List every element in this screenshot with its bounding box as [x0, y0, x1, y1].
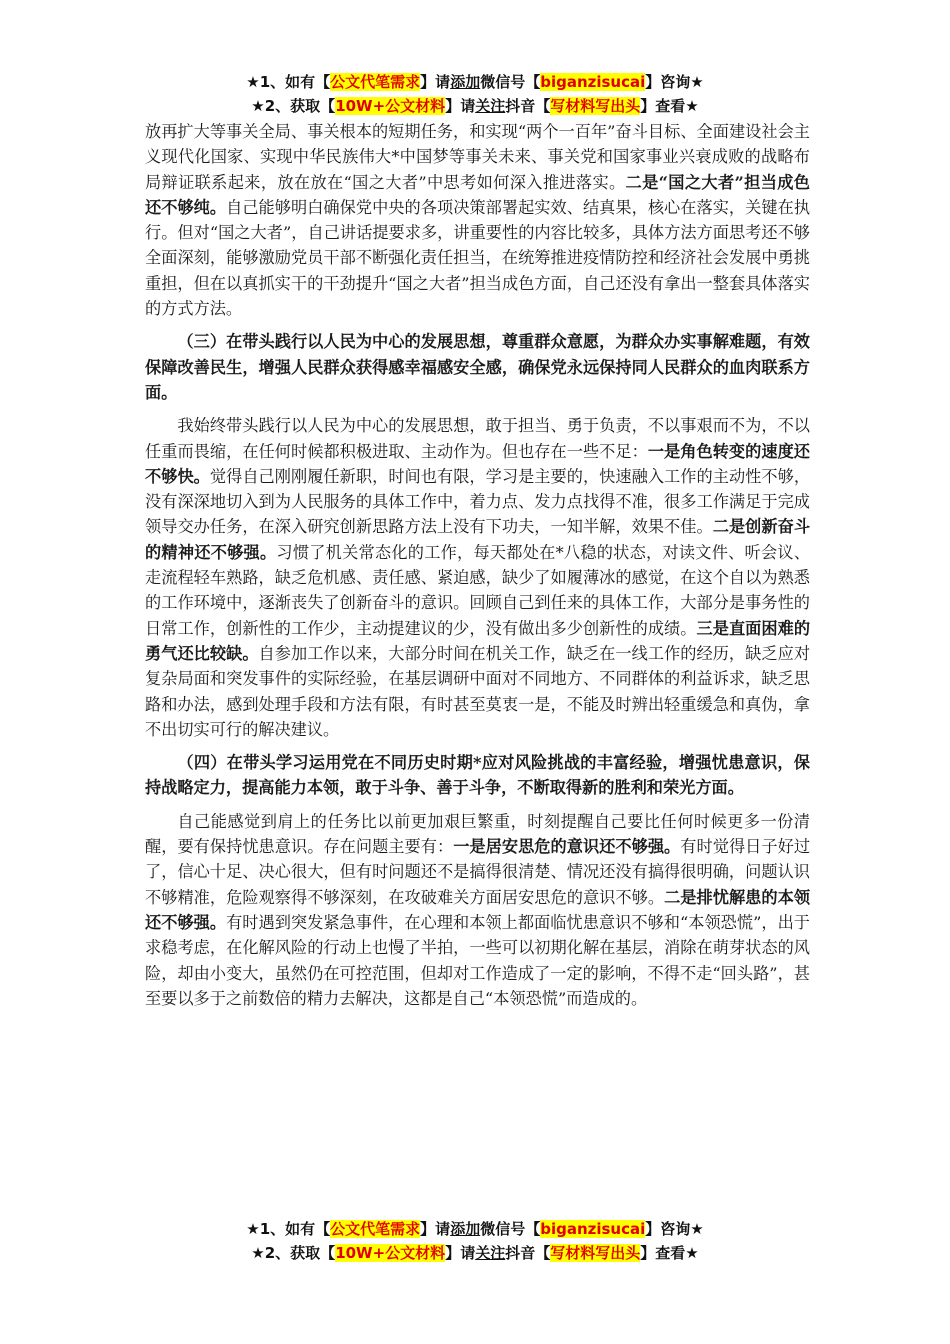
- banner-line-1: ★1、如有【公文代笔需求】请添加微信号【biganzisucai】咨询★: [246, 1220, 704, 1238]
- document-body: [145, 119, 810, 1011]
- banner-line-2: ★2、获取【10W+公文材料】请关注抖音【写材料写出头】查看★: [251, 1244, 699, 1262]
- bottom-banner: [0, 1217, 950, 1265]
- highlight-douyin: 写材料写出头: [550, 97, 641, 115]
- paragraph-section-3: 我始终带头践行以人民为中心的发展思想，敢于担当、勇于负责，不以事艰而不为，不以任重而畏缩，在任何时候都积极进取、主动作为。但也存在一些不足：一是角色转变的速度还不够快。觉得自己刚刚履任新职，时间也有限，学习是主要的，快速融入工作的主动性不够，没有深深地切入到为人民服务的具体工作中，着力点、发力点找得不准，很多工作满足于完成领导交办任务，在深入研究创新思路方法上没有下功夫，一知半解，效果不佳。二是创新奋斗的精神还不够强。习惯了机关常态化的工作，每天都处在*八稳的状态，对读文件、听会议、走流程轻车熟路，缺乏危机感、责任感、紧迫感，缺少了如履薄冰的感觉，在这个自以为熟悉的工作环境中，逐渐丧失了创新奋斗的意识。回顾自己到任来的具体工作，大部分是事务性的日常工作，创新性的工作少，主动提建议的少，没有做出多少创新性的成绩。三是直面困难的勇气还比较缺。自参加工作以来，大部分时间在机关工作，缺乏在一线工作的经历，缺乏应对复杂局面和突发事件的实际经验，在基层调研中面对不同地方、不同群体的利益诉求，缺乏思路和办法，感到处理手段和方法有限，有时甚至莫衷一是，不能及时辨出轻重缓急和真伪，拿不出切实可行的解决建议。: [145, 416, 811, 739]
- paragraph-continued: 放再扩大等事关全局、事关根本的短期任务，和实现“两个一百年”奋斗目标、全面建设社会主义现代化国家、实现中华民族伟大*中国梦等事关未来、事关党和国家事业兴衰成败的战略布局辩证联系起来，放在放在“国之大者”中思考如何深入推进落实。二是“国之大者”担当成色还不够纯。自己能够明白确保党中央的各项决策部署起实效、结真果，核心在落实，关键在执行。但对“国之大者”，自己讲话提要求多，讲重要性的内容比较多，具体方法方面思考还不够全面深刻，能够激励党员干部不断强化责任担当，在统筹推进疫情防控和经济社会发展中勇挑重担，但在以真抓实干的干劲提升“国之大者”担当成色方面，自己还没有拿出一整套具体落实的方式方法。: [145, 122, 811, 319]
- highlight-materials: 10W+公文材料: [335, 1244, 446, 1262]
- banner-line-1: ★1、如有【公文代笔需求】请添加微信号【biganzisucai】咨询★: [246, 73, 704, 91]
- highlight-ghostwriting: 公文代笔需求: [330, 73, 421, 91]
- highlight-ghostwriting: 公文代笔需求: [330, 1220, 421, 1238]
- highlight-wechat-id: biganzisucai: [540, 73, 646, 91]
- highlight-materials: 10W+公文材料: [335, 97, 446, 115]
- top-banner: [0, 70, 950, 118]
- banner-line-2: ★2、获取【10W+公文材料】请关注抖音【写材料写出头】查看★: [251, 97, 699, 115]
- highlight-wechat-id: biganzisucai: [540, 1220, 646, 1238]
- section-heading-4: （四）在带头学习运用党在不同历史时期*应对风险挑战的丰富经验，增强忧患意识，保持战略定力，提高能力本领，敢于斗争、善于斗争，不断取得新的胜利和荣光方面。: [145, 753, 810, 798]
- section-heading-3: （三）在带头践行以人民为中心的发展思想，尊重群众意愿，为群众办实事解难题，有效保障改善民生，增强人民群众获得感幸福感安全感，确保党永远保持同人民群众的血肉联系方面。: [145, 332, 810, 402]
- paragraph-section-4: 自己能感觉到肩上的任务比以前更加艰巨繁重，时刻提醒自己要比任何时候更多一份清醒，要有保持忧患意识。存在问题主要有：一是居安思危的意识还不够强。有时觉得日子好过了，信心十足、决心很大，但有时问题还不是搞得很清楚、情况还没有搞得很明确，问题认识不够精准，危险观察得不够深刻，在攻破难关方面居安思危的意识不够。二是排忧解患的本领还不够强。有时遇到突发紧急事件，在心理和本领上都面临忧患意识不够和“本领恐慌”，出于求稳考虑，在化解风险的行动上也慢了半拍，一些可以初期化解在基层，消除在萌芽状态的风险，却由小变大，虽然仍在可控范围，但却对工作造成了一定的影响，不得不走“回头路”，甚至要以多于之前数倍的精力去解决，这都是自己“本领恐慌”而造成的。: [145, 811, 811, 1008]
- highlight-douyin: 写材料写出头: [550, 1244, 641, 1262]
